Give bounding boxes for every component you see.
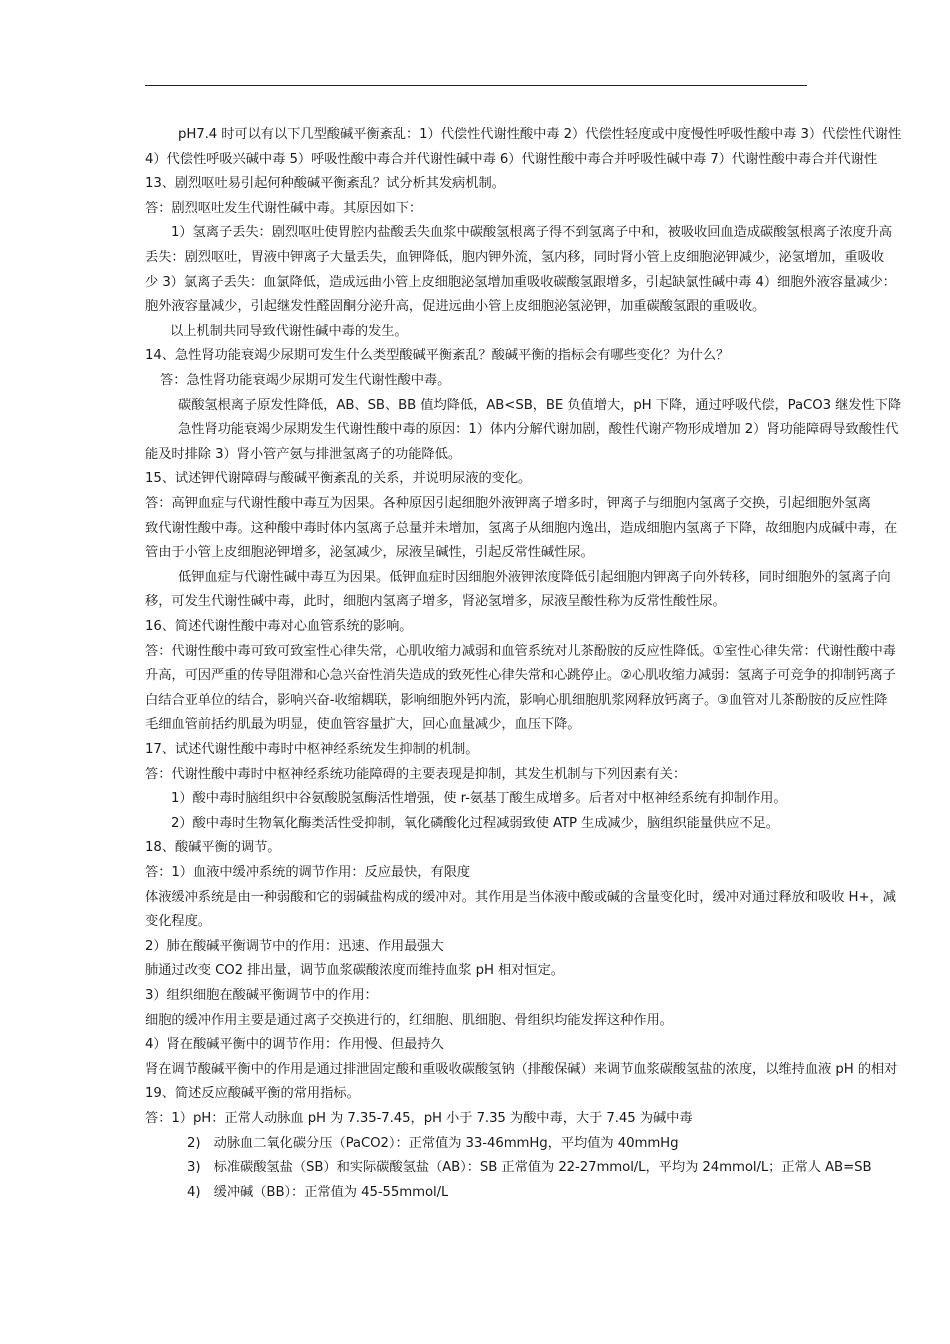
text-line: 移，可发生代谢性碱中毒，此时，细胞内氢离子增多，肾泌氢增多，尿液呈酸性称为反常性酸性尿。 [145,594,726,610]
text-line: 低钾血症与代谢性碱中毒互为因果。低钾血症时因细胞外液钾浓度降低引起细胞内钾离子向外转移，同时细胞外的氢离子向 [178,569,891,585]
text-line: 2）酸中毒时生物氧化酶类活性受抑制，氧化磷酸化过程减弱致使 ATP 生成减少，脑组织能量供应不足。 [171,815,779,831]
text-line: 4）肾在酸碱平衡中的调节作用：作用慢、但最持久 [145,1037,444,1053]
text-line: pH7.4 时可以有以下几型酸碱平衡紊乱：1）代偿性代谢性酸中毒 2）代偿性轻度或中度慢性呼吸性酸中毒 3）代偿性代谢性 [178,127,902,142]
answer-line: 答：急性肾功能衰竭少尿期可发生代谢性酸中毒。 [160,373,451,388]
text-line: 少 3）氯离子丢失：血氯降低，造成远曲小管上皮细胞泌氢增加重吸收碳酸氢跟增多，引起缺氯性碱中毒 4）细胞外液容量减少： [145,274,896,290]
answer-line: 答：高钾血症与代谢性酸中毒互为因果。各种原因引起细胞外液钾离子增多时，钾离子与细胞内氢离子交换，引起细胞外氢离 [145,496,871,511]
text-line: 1）氢离子丢失：剧烈呕吐使胃腔内盐酸丢失血浆中碳酸氢根离子得不到氢离子中和，被吸收回血造成碳酸氢根离子浓度升高 [171,225,892,241]
text-line: 管由于小管上皮细胞泌钾增多，泌氢减少，尿液呈碱性，引起反常性碱性尿。 [145,545,594,561]
question-heading: 13、剧烈呕吐易引起何种酸碱平衡紊乱？试分析其发病机制。 [145,176,505,192]
text-line: 变化程度。 [145,914,211,930]
text-line: 3) 标准碳酸氢盐（SB）和实际碳酸氢盐（AB）：SB 正常值为 22-27mmol/L，平均为 24mmol/L；正常人 AB=SB [187,1160,872,1176]
header-rule [145,85,807,86]
text-line: 胞外液容量减少，引起继发性醛固酮分泌升高，促进远曲小管上皮细胞泌氢泌钾，加重碳酸氢跟的重吸收。 [145,299,766,315]
answer-line: 答：1）pH：正常人动脉血 pH 为 7.35-7.45，pH 小于 7.35 为酸中毒，大于 7.45 为碱中毒 [145,1111,693,1126]
answer-line: 答：剧烈呕吐发生代谢性碱中毒。其原因如下： [145,200,423,216]
text-line: 1）酸中毒时脑组织中谷氨酸脱氢酶活性增强，使 r-氨基丁酸生成增多。后者对中枢神经系统有抑制作用。 [171,791,787,807]
text-line: 致代谢性酸中毒。这种酸中毒时体内氢离子总量并未增加，氢离子从细胞内逸出，造成细胞内氢离子下降，故细胞内成碱中毒，在 [145,520,898,536]
question-heading: 16、简述代谢性酸中毒对心血管系统的影响。 [145,619,413,634]
text-line: 4）代偿性呼吸兴碱中毒 5）呼吸性酸中毒合并代谢性碱中毒 6）代谢性酸中毒合并呼吸性碱中毒 7）代谢性酸中毒合并代谢性 [145,151,878,167]
text-line: 丢失：剧烈呕吐，胃液中钾离子大量丢失，血钾降低，胞内钾外流，氢内移，同时肾小管上皮细胞泌钾减少，泌氢增加，重吸收 [145,250,885,265]
text-line: 2）肺在酸碱平衡调节中的作用：迅速、作用最强大 [145,938,444,954]
text-line: 细胞的缓冲作用主要是通过离子交换进行的，红细胞、肌细胞、骨组织均能发挥这种作用。 [145,1012,673,1028]
question-heading: 14、急性肾功能衰竭少尿期可发生什么类型酸碱平衡紊乱？酸碱平衡的指标会有哪些变化？为什么？ [145,348,730,364]
text-line: 急性肾功能衰竭少尿期发生代谢性酸中毒的原因：1）体内分解代谢加剧，酸性代谢产物形成增加 2）肾功能障碍导致酸性代 [178,422,899,438]
question-heading: 19、简述反应酸碱平衡的常用指标。 [145,1086,360,1102]
question-heading: 18、酸碱平衡的调节。 [145,840,281,856]
text-line: 白结合亚单位的结合，影响兴奋-收缩耦联，影响细胞外钙内流，影响心肌细胞肌浆网释放钙离子。③血管对儿茶酚胺的反应性降 [145,692,888,708]
text-line: 以上机制共同导致代谢性碱中毒的发生。 [170,323,408,339]
text-line: 2) 动脉血二氧化碳分压（PaCO2）：正常值为 33-46mmHg，平均值为 40mmHg [187,1135,679,1151]
text-line: 升高，可因严重的传导阻滞和心急兴奋性消失造成的致死性心律失常和心跳停止。②心肌收缩力减弱：氢离子可竞争的抑制钙离子 [145,668,896,684]
answer-line: 答：代谢性酸中毒时中枢神经系统功能障碍的主要表现是抑制，其发生机制与下列因素有关： [145,766,687,782]
text-line: 4) 缓冲碱（BB）：正常值为 45-55mmol/L [187,1184,449,1200]
text-line: 能及时排除 3）肾小管产氨与排泄氢离子的功能降低。 [145,446,462,462]
text-line: 肺通过改变 CO2 排出量，调节血浆碳酸浓度而维持血浆 pH 相对恒定。 [145,963,564,979]
text-line: 体液缓冲系统是由一种弱酸和它的弱碱盐构成的缓冲对。其作用是当体液中酸或碱的含量变化时，缓冲对通过释放和吸收 H+，减 [145,889,896,905]
answer-line: 答：代谢性酸中毒可致可致室性心律失常，心肌收缩力减弱和血管系统对儿茶酚胺的反应性降低。①室性心律失常：代谢性酸中毒 [145,643,896,659]
answer-line: 答：1）血液中缓冲系统的调节作用：反应最快，有限度 [145,865,471,880]
text-line: 3）组织细胞在酸碱平衡调节中的作用： [145,988,378,1003]
text-line: 肾在调节酸碱平衡中的作用是通过排泄固定酸和重吸收碳酸氢钠（排酸保碱）来调节血浆碳酸氢盐的浓度，以维持血液 pH 的相对 [145,1061,898,1077]
text-line: 碳酸氢根离子原发性降低，AB、SB、BB 值均降低，AB<SB，BE 负值增大，pH 下降，通过呼吸代偿，PaCO3 继发性下降 [178,397,902,413]
question-heading: 17、试述代谢性酸中毒时中枢神经系统发生抑制的机制。 [145,742,479,757]
text-line: 毛细血管前括约肌最为明显，使血管容量扩大，回心血量减少，血压下降。 [145,717,581,733]
question-heading: 15、试述钾代谢障碍与酸碱平衡紊乱的关系，并说明尿液的变化。 [145,471,532,487]
